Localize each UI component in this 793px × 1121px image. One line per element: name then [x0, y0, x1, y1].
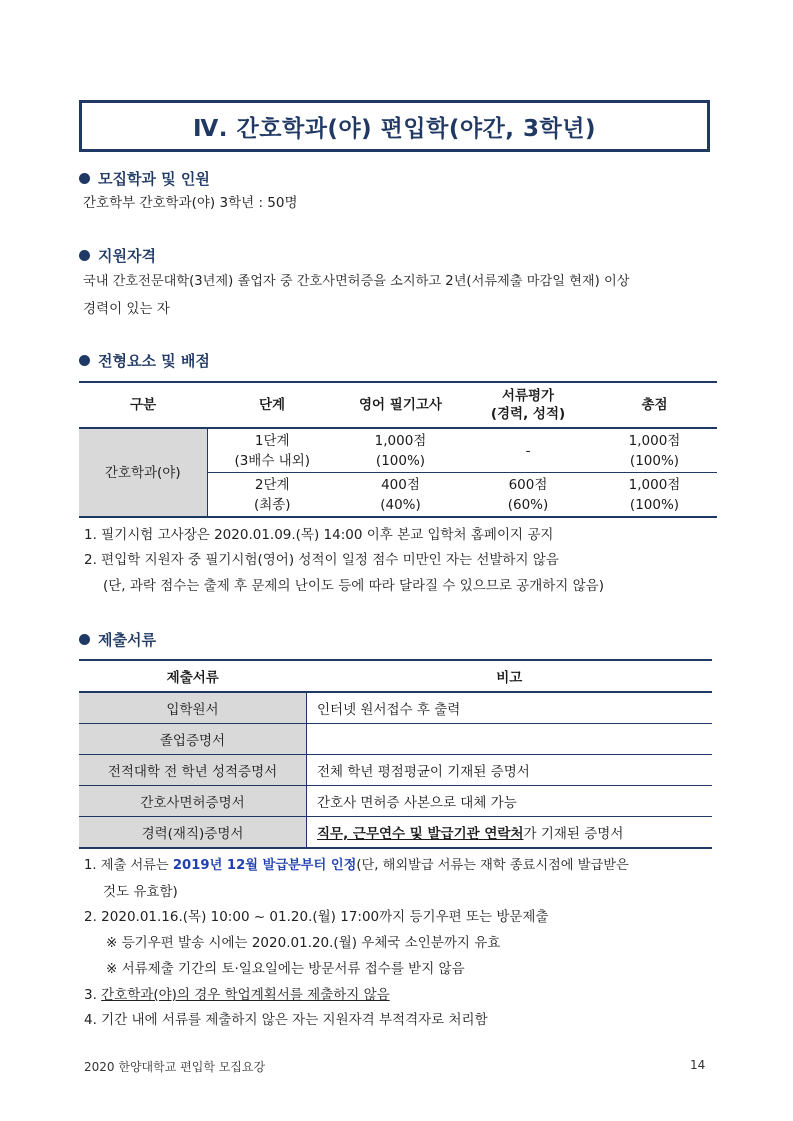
- screening-note-2: 2. 편입학 지원자 중 필기시험(영어) 성적이 일정 점수 미만인 자는 선발하지 않음: [84, 552, 559, 568]
- section-heading-recruit: [79, 168, 210, 189]
- title-box: [79, 100, 710, 152]
- cell-line: (3배수 내외): [234, 452, 311, 469]
- table-row: [79, 817, 712, 849]
- doc-cell: 입학원서: [79, 692, 307, 724]
- section-heading-qualification: [79, 245, 156, 266]
- cell-line: 600점: [508, 476, 548, 493]
- note-rest: 가 기재된 증명서: [523, 826, 624, 842]
- exam-cell: [337, 428, 464, 473]
- table-row: [79, 755, 712, 786]
- doc-cell: 전적대학 전 학년 성적증명서: [79, 755, 307, 786]
- note-cell: [307, 724, 713, 755]
- documents-note-4: 4. 기간 내에 서류를 제출하지 않은 자는 지원자격 부적격자로 처리함: [84, 1012, 488, 1028]
- note-cell: 간호사 면허증 사본으로 대체 가능: [307, 786, 713, 817]
- recruit-text: 간호학부 간호학과(야) 3학년 : 50명: [83, 195, 298, 211]
- note-highlight: 2019년 12월 발급분부터 인정: [172, 858, 357, 873]
- cell-line: 1단계: [254, 432, 290, 449]
- col-header-exam: 영어 필기고사: [337, 382, 464, 428]
- doc-cell: 졸업증명서: [79, 724, 307, 755]
- cell-line: (100%): [629, 452, 680, 469]
- documents-note-1-cont: 것도 유효함): [103, 884, 178, 900]
- docs-cell: [464, 428, 592, 473]
- screening-note-1: 1. 필기시험 고사장은 2020.01.09.(목) 14:00 이후 본교 입학처 홈페이지 공지: [84, 527, 554, 543]
- bullet-icon: [79, 173, 90, 184]
- section-label: 전형요소 및 배점: [98, 352, 210, 370]
- table-row: [79, 724, 712, 755]
- documents-note-1: [84, 856, 629, 876]
- total-cell: [592, 428, 717, 473]
- bullet-icon: [79, 355, 90, 366]
- bullet-icon: [79, 250, 90, 261]
- documents-table: [79, 659, 712, 849]
- col-header-total: 총점: [592, 382, 717, 428]
- page-number: 14: [690, 1058, 706, 1072]
- cell-line: (100%): [375, 452, 426, 469]
- col-header-docs: [464, 382, 592, 428]
- col-header-category: 구분: [79, 382, 207, 428]
- cell-line: 400점: [381, 476, 420, 493]
- section-heading-screening: [79, 350, 210, 371]
- total-cell: [592, 473, 717, 518]
- bullet-icon: [79, 634, 90, 645]
- qualification-line-2: 경력이 있는 자: [83, 301, 170, 317]
- table-row: [79, 692, 712, 724]
- documents-note-2: 2. 2020.01.16.(목) 10:00 ~ 01.20.(월) 17:00까지 등기우편 또는 방문제출: [84, 909, 549, 925]
- page-title: Ⅳ. 간호학과(야) 편입학(야간, 3학년): [193, 115, 596, 142]
- cell-line: 2단계: [254, 476, 290, 493]
- qualification-line-1: 국내 간호전문대학(3년제) 졸업자 중 간호사면허증을 소지하고 2년(서류제출 마감일 현재) 이상: [83, 274, 630, 289]
- note-underlined: 간호학과(야)의 경우 학업계획서를 제출하지 않음: [101, 987, 390, 1003]
- screening-note-3: (단, 과락 점수는 출제 후 문제의 난이도 등에 따라 달라질 수 있으므로 공개하지 않음): [103, 578, 604, 594]
- note-text: (단, 해외발급 서류는 재학 종료시점에 발급받은: [356, 858, 629, 873]
- table-row: [79, 786, 712, 817]
- note-text: 1. 제출 서류는: [84, 858, 173, 873]
- footer-title: 2020 한양대학교 편입학 모집요강: [84, 1060, 266, 1074]
- section-label: 지원자격: [98, 247, 156, 265]
- cell-line: 1,000점: [628, 476, 681, 493]
- table-row: [79, 428, 717, 473]
- col-header-stage: 단계: [207, 382, 337, 428]
- doc-cell: 간호사면허증명서: [79, 786, 307, 817]
- note-emphasis: 직무, 근무연수 및 발급기관 연락처: [317, 826, 524, 842]
- documents-note-3: [84, 985, 390, 1005]
- cell-line: (40%): [380, 496, 421, 513]
- section-heading-documents: [79, 629, 156, 650]
- docs-header-line2: (경력, 성적): [490, 406, 566, 422]
- screening-table: [79, 381, 717, 518]
- cell-line: (최종): [253, 496, 291, 513]
- note-cell: 인터넷 원서접수 후 출력: [307, 692, 713, 724]
- docs-header-line1: 서류평가: [501, 388, 555, 404]
- doc-cell: 경력(재직)증명서: [79, 817, 307, 849]
- cell-line: -: [525, 442, 531, 459]
- note-text: 3.: [84, 987, 102, 1003]
- note-cell: [307, 817, 713, 849]
- col-header-note: 비고: [307, 660, 713, 692]
- documents-note-2a: ※ 등기우편 발송 시에는 2020.01.20.(월) 우체국 소인분까지 유효: [106, 935, 501, 951]
- table-header-row: [79, 660, 712, 692]
- exam-cell: [337, 473, 464, 518]
- documents-note-2b: ※ 서류제출 기간의 토·일요일에는 방문서류 접수를 받지 않음: [106, 961, 465, 977]
- stage-cell: [207, 473, 337, 518]
- stage-cell: [207, 428, 337, 473]
- docs-cell: [464, 473, 592, 518]
- cell-line: 1,000점: [374, 432, 427, 449]
- cell-line: 1,000점: [628, 432, 681, 449]
- cell-line: (100%): [629, 496, 680, 513]
- section-label: 모집학과 및 인원: [98, 170, 210, 188]
- group-cell: 간호학과(야): [79, 428, 207, 517]
- col-header-doc: 제출서류: [79, 660, 307, 692]
- note-cell: 전체 학년 평점평균이 기재된 증명서: [307, 755, 713, 786]
- cell-line: (60%): [507, 496, 549, 513]
- section-label: 제출서류: [98, 631, 156, 649]
- table-header-row: [79, 382, 717, 428]
